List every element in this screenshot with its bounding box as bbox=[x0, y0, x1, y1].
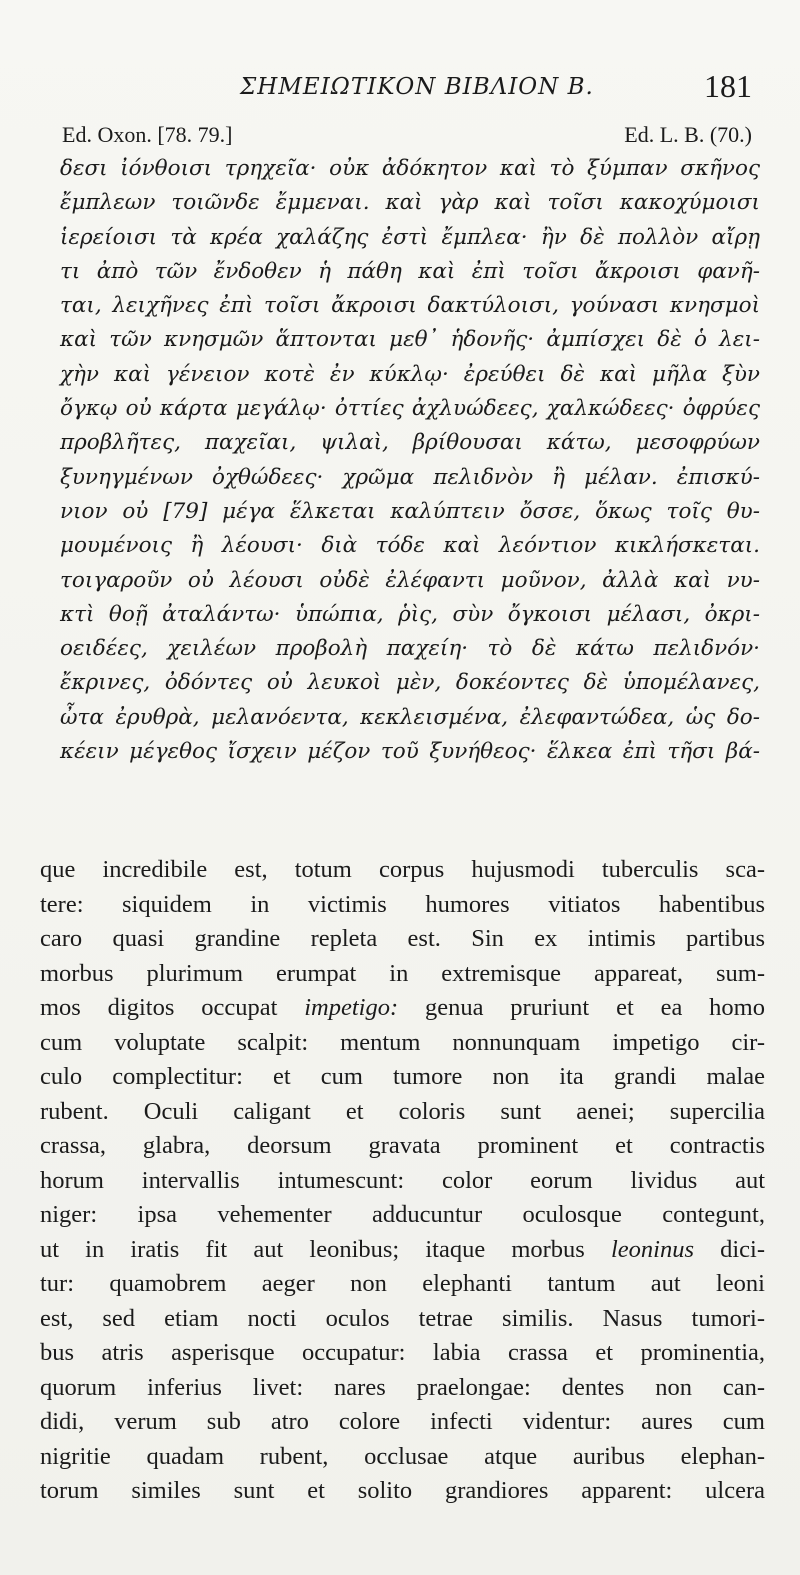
greek-text-line: προβλῆτες, παχεῖαι, ψιλαὶ, βρίθουσαι κάτω, μεσοφρύων bbox=[60, 430, 760, 456]
latin-text-segment: caro quasi grandine repleta est. Sin ex intimis partibus bbox=[40, 925, 765, 952]
latin-text-line bbox=[40, 1026, 765, 1061]
latin-text-segment: est, sed etiam nocti oculos tetrae similis. Nasus tumori- bbox=[40, 1304, 765, 1332]
edition-reference-leiden: Ed. L. B. (70.) bbox=[624, 122, 752, 147]
latin-text-line bbox=[40, 888, 765, 923]
latin-text-segment: ut in iratis fit aut leonibus; itaque morbus bbox=[40, 1235, 611, 1263]
latin-translation-block bbox=[40, 853, 765, 1509]
latin-text-segment: que incredibile est, totum corpus hujusmodi tuberculis sca- bbox=[40, 856, 765, 883]
latin-text-line bbox=[40, 1060, 765, 1095]
latin-text-line bbox=[40, 991, 765, 1026]
latin-text-line bbox=[40, 1474, 765, 1509]
latin-text-line bbox=[40, 853, 765, 888]
latin-text-line bbox=[40, 1405, 765, 1440]
greek-text-line: τι ἀπὸ τῶν ἔνδοθεν ἡ πάθη καὶ ἐπὶ τοῖσι ἄκροισι φανῆ- bbox=[60, 258, 760, 284]
greek-text-line: ἔκρινες, ὀδόντες οὐ λευκοὶ μὲν, δοκέοντες δὲ ὑπομέλανες, bbox=[60, 670, 760, 696]
latin-text-segment: culo complectitur: et cum tumore non ita grandi malae bbox=[40, 1063, 765, 1090]
running-title: ΣΗΜΕΙΩΤΙΚΟΝ ΒΙΒΛΙΟΝ Β. bbox=[240, 74, 594, 100]
latin-text-segment: quorum inferius livet: nares praelongae: dentes non can- bbox=[40, 1373, 765, 1401]
page-header bbox=[40, 68, 760, 108]
greek-text-line: τοιγαροῦν οὐ λέουσι οὐδὲ ἐλέφαντι μοῦνον, ἀλλὰ καὶ νυ- bbox=[60, 567, 760, 593]
latin-text-segment: nigritie quadam rubent, occlusae atque auribus elephan- bbox=[40, 1442, 765, 1470]
latin-text-line bbox=[40, 1233, 765, 1268]
greek-text-line: ὄγκῳ οὐ κάρτα μεγάλῳ· ὀττίες ἀχλυώδεες, χαλκώδεες· ὀφρύες bbox=[60, 396, 760, 422]
latin-text-segment: bus atris asperisque occupatur: labia crassa et prominentia, bbox=[40, 1339, 765, 1366]
latin-text-line bbox=[40, 1164, 765, 1199]
page-number: 181 bbox=[704, 68, 752, 104]
italic-term: leoninus bbox=[610, 1235, 694, 1263]
greek-text-line: καὶ τῶν κνησμῶν ἅπτονται μεθ᾽ ἡδονῆς· ἀμπίσχει δὲ ὁ λει- bbox=[60, 327, 760, 353]
greek-text-line: νιον οὐ [79] μέγα ἕλκεται καλύπτειν ὄσσε, ὅκως τοῖς θυ- bbox=[60, 498, 760, 524]
greek-text-line: δεσι ἰόνθοισι τρηχεῖα· οὐκ ἀδόκητον καὶ τὸ ξύμπαν σκῆνος bbox=[60, 156, 760, 181]
latin-text-line bbox=[40, 1302, 765, 1337]
latin-text-segment: cum voluptate scalpit: mentum nonnunquam impetigo cir- bbox=[40, 1028, 765, 1056]
latin-text-segment: tere: siquidem in victimis humores vitiatos habentibus bbox=[40, 890, 765, 918]
latin-text-segment: torum similes sunt et solito grandiores apparent: ulcera bbox=[40, 1477, 765, 1504]
latin-text-segment: tur: quamobrem aeger non elephanti tantum aut leoni bbox=[40, 1270, 765, 1297]
greek-text-line: ὦτα ἐρυθρὰ, μελανόεντα, κεκλεισμένα, ἐλεφαντώδεα, ὡς δο- bbox=[60, 704, 760, 730]
greek-text-line: οειδέες, χειλέων προβολὴ παχείη· τὸ δὲ κάτω πελιδνόν· bbox=[60, 636, 760, 662]
greek-text-line: κέειν μέγεθος ἴσχειν μέζον τοῦ ξυνήθεος· ἕλκεα ἐπὶ τῆσι βά- bbox=[60, 739, 760, 765]
latin-text-line bbox=[40, 1095, 765, 1130]
latin-text-segment: genua pruriunt et ea homo bbox=[398, 994, 765, 1021]
edition-reference-oxford: Ed. Oxon. [78. 79.] bbox=[62, 122, 233, 147]
italic-term: impetigo: bbox=[304, 994, 399, 1021]
greek-text-line: ἱερείοισι τὰ κρέα χαλάζης ἐστὶ ἔμπλεα· ἢν δὲ πολλὸν αἴρῃ bbox=[60, 224, 760, 250]
latin-text-segment: niger: ipsa vehementer adducuntur oculosque contegunt, bbox=[40, 1201, 765, 1228]
latin-text-line bbox=[40, 957, 765, 992]
latin-text-segment: morbus plurimum erumpat in extremisque appareat, sum- bbox=[40, 959, 765, 987]
latin-text-line bbox=[40, 1129, 765, 1164]
latin-text-line bbox=[40, 1267, 765, 1302]
latin-text-line bbox=[40, 1198, 765, 1233]
latin-text-segment: horum intervallis intumescunt: color eorum lividus aut bbox=[40, 1166, 765, 1194]
greek-text-line: μουμένοις ἢ λέουσι· διὰ τόδε καὶ λεόντιον κικλήσκεται. bbox=[60, 533, 760, 559]
latin-text-line bbox=[40, 1336, 765, 1371]
latin-text-line bbox=[40, 1440, 765, 1475]
greek-text-line: χὴν καὶ γένειον κοτὲ ἐν κύκλῳ· ἐρεύθει δὲ καὶ μῆλα ξὺν bbox=[60, 361, 760, 387]
latin-text-line bbox=[40, 922, 765, 957]
edition-reference-line bbox=[62, 122, 752, 152]
greek-text-line: ται, λειχῆνες ἐπὶ τοῖσι ἄκροισι δακτύλοισι, γούνασι κνησμοὶ bbox=[60, 293, 760, 319]
latin-text-line bbox=[40, 1371, 765, 1406]
latin-text-segment: rubent. Oculi caligant et coloris sunt aenei; supercilia bbox=[40, 1097, 765, 1125]
greek-text-line: ἔμπλεων τοιῶνδε ἔμμεναι. καὶ γὰρ καὶ τοῖσι κακοχύμοισι bbox=[60, 190, 760, 216]
latin-text-segment: didi, verum sub atro colore infecti videntur: aures cum bbox=[40, 1408, 765, 1435]
greek-text-line: κτὶ θοῇ ἀταλάντω· ὑπώπια, ῥὶς, σὺν ὄγκοισι μέλασι, ὀκρι- bbox=[60, 601, 760, 627]
greek-text-block bbox=[60, 152, 760, 769]
latin-text-segment: dici- bbox=[693, 1235, 765, 1263]
latin-text-segment: crassa, glabra, deorsum gravata prominent et contractis bbox=[40, 1132, 765, 1159]
greek-text-line: ξυνηγμένων ὀχθώδεες· χρῶμα πελιδνὸν ἢ μέλαν. ἐπισκύ- bbox=[60, 464, 760, 490]
latin-text-segment: mos digitos occupat bbox=[40, 994, 305, 1021]
